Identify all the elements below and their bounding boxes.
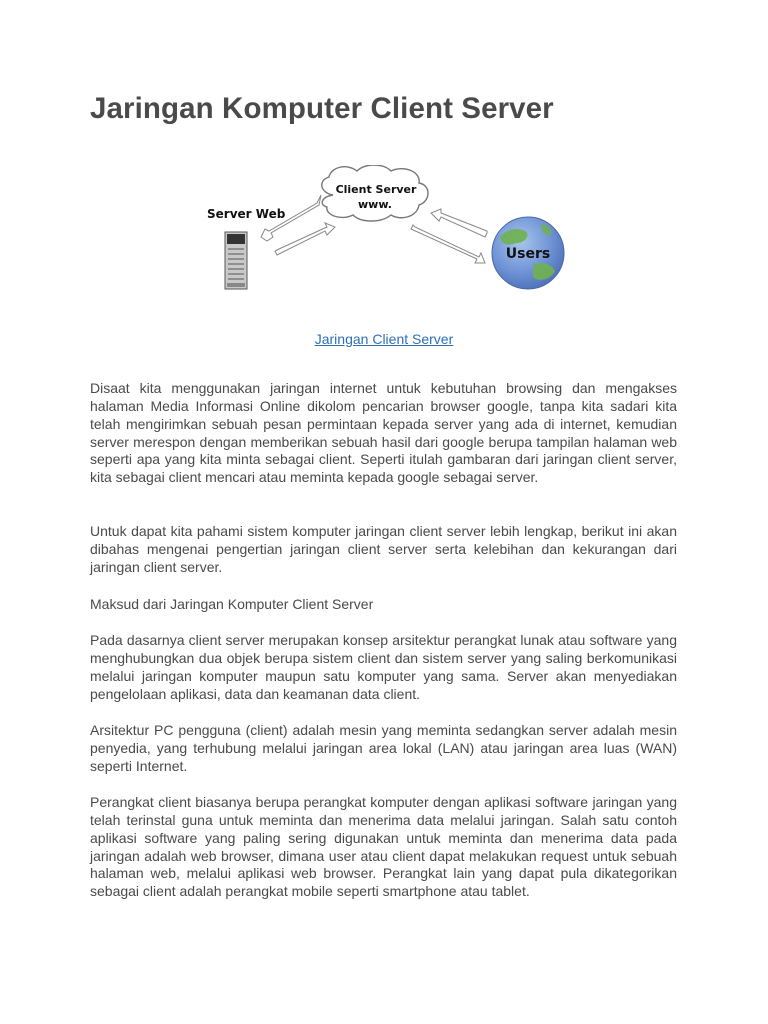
paragraph-3: Pada dasarnya client server merupakan konsep arsitektur perangkat lunak atau software yang menghubungkan dua objek berupa sistem client dan sistem server yang saling berkomunikasi melalui jaringan komputer maupun satu komputer yang sama. Server akan menyediakan pengelolaan aplikasi, data dan keamanan data client.	[90, 632, 677, 702]
users-label: Users	[505, 246, 551, 262]
paragraph-2: Untuk dapat kita pahami sistem komputer jaringan client server lebih lengkap, berikut ini akan dibahas mengenai pengertian jaringan client server serta kelebihan dan kekurangan dari jaringan client server.	[90, 523, 677, 575]
cloud-label-line1: Client Server	[335, 183, 417, 196]
server-web-label: Server Web	[207, 207, 286, 221]
cloud-label-line2: www.	[358, 198, 392, 211]
server-icon	[225, 232, 247, 289]
page-title: Jaringan Komputer Client Server	[90, 92, 554, 125]
paragraph-5: Perangkat client biasanya berupa perangkat komputer dengan aplikasi software jaringan yang telah terinstal guna untuk meminta dan menerima data melalui jaringan. Salah satu contoh aplikasi software yang paling sering digunakan untuk meminta dan menerima data pada jaringan adalah web browser, dimana user atau client dapat melakukan request untuk sebuah halaman web, melalui aplikasi web browser. Perangkat lain yang dapat pula dikategorikan sebagai client adalah perangkat mobile seperti smartphone atau tablet.	[90, 794, 677, 900]
figure-caption	[0, 331, 768, 347]
paragraph-4: Arsitektur PC pengguna (client) adalah mesin yang meminta sedangkan server adalah mesin penyedia, yang terhubung melalui jaringan area lokal (LAN) atau jaringan area luas (WAN) seperti Internet.	[90, 722, 677, 774]
client-server-diagram	[195, 165, 565, 300]
figure-caption-link[interactable]: Jaringan Client Server	[314, 331, 454, 347]
paragraph-1: Disaat kita menggunakan jaringan internet untuk kebutuhan browsing dan mengakses halaman Media Informasi Online dikolom pencarian browser google, tanpa kita sadari kita telah mengirimkan sebuah pesan permintaan kepada server yang ada di internet, kemudian server merespon dengan memberikan sebuah hasil dari google berupa tampilan halaman web seperti apa yang kita minta sebagai client. Seperti itulah gambaran dari jaringan client server, kita sebagai client mencari atau meminta kepada google sebagai server.	[90, 380, 677, 486]
section-heading: Maksud dari Jaringan Komputer Client Server	[90, 596, 374, 612]
